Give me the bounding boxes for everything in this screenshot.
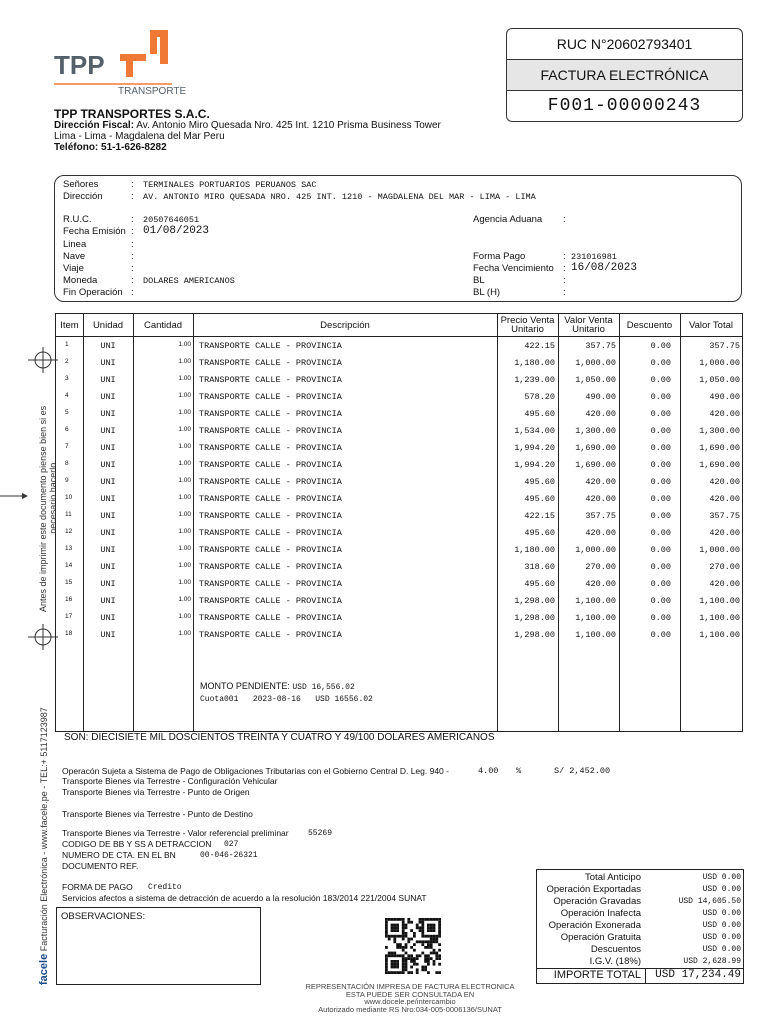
cell-precio: 1,180.00 [514,358,555,368]
cell-item: 9 [65,477,69,484]
cell-valor-unitario: 420.00 [585,494,616,504]
cell-cantidad: 1.00 [178,477,191,484]
total-value: USD 2,628.99 [683,957,741,966]
moneda-label: Moneda [63,275,98,286]
items-table [55,313,743,732]
cell-descripcion: TRANSPORTE CALLE - PROVINCIA [199,358,342,368]
fold-mark-icon [0,490,30,502]
table-row [56,423,742,440]
cell-descripcion: TRANSPORTE CALLE - PROVINCIA [199,630,342,640]
qr-code [383,918,443,974]
codigo-value: 027 [224,840,239,849]
cta-value: 00-046-26321 [200,851,258,860]
total-value: USD 0.00 [702,921,741,930]
cell-cantidad: 1.00 [178,596,191,603]
table-row [56,474,742,491]
cell-item: 6 [65,426,69,433]
table-row [56,491,742,508]
cell-precio: 1,180.00 [514,545,555,555]
table-row [56,542,742,559]
linea-label: Linea [63,239,87,250]
monto-pendiente [200,681,355,692]
colon: : [563,263,566,274]
cell-item: 17 [65,613,73,620]
cell-descripcion: TRANSPORTE CALLE - PROVINCIA [199,341,342,351]
table-row [56,610,742,627]
cell-descripcion: TRANSPORTE CALLE - PROVINCIA [199,528,342,538]
cell-valor-total: 1,100.00 [699,596,740,606]
qr-code-image [383,918,443,974]
header-item: Item [60,319,79,331]
cell-valor-unitario: 1,300.00 [575,426,616,436]
cell-precio: 1,994.20 [514,443,555,453]
total-row [537,896,743,908]
cta-label: NUMERO DE CTA. EN EL BN [62,850,176,860]
total-row [537,944,743,956]
cell-descripcion: TRANSPORTE CALLE - PROVINCIA [199,375,342,385]
cell-unidad: UNI [100,511,116,521]
observaciones-box [56,907,261,985]
cell-precio: 1,298.00 [514,596,555,606]
cell-precio: 495.60 [524,477,555,487]
cell-valor-unitario: 490.00 [585,392,616,402]
vencimiento-label: Fecha Vencimiento [473,263,554,274]
cell-unidad: UNI [100,579,116,589]
client-box [54,175,742,302]
cell-precio: 1,298.00 [514,613,555,623]
detraccion-soles: S/ 2,452.00 [554,766,611,776]
cell-unidad: UNI [100,460,116,470]
forma-pago-value: 231016981 [571,252,617,262]
nave-label: Nave [63,251,86,262]
cell-descripcion: TRANSPORTE CALLE - PROVINCIA [199,426,342,436]
cell-valor-total: 1,690.00 [699,460,740,470]
senores-label: Señores [63,179,99,190]
crosshair-icon [28,345,58,375]
table-row [56,508,742,525]
cell-valor-total: 420.00 [709,579,740,589]
cell-valor-total: 1,050.00 [699,375,740,385]
cuota-line [200,695,373,704]
viaje-label: Viaje [63,263,84,274]
cell-cantidad: 1.00 [178,375,191,382]
cell-item: 7 [65,443,69,450]
total-value: USD 14,605.50 [678,897,741,906]
cuota-name: Cuota001 [200,695,239,704]
cell-valor-total: 490.00 [709,392,740,402]
cell-valor-total: 270.00 [709,562,740,572]
cell-unidad: UNI [100,494,116,504]
total-label: Operación Exonerada [548,920,641,931]
city-line: Lima - Lima - Magdalena del Mar Peru [54,131,225,142]
totals-box [536,869,744,984]
table-row [56,525,742,542]
senores-value: TERMINALES PORTUARIOS PERUANOS SAC [143,180,317,190]
cell-unidad: UNI [100,426,116,436]
cell-unidad: UNI [100,477,116,487]
total-label: Total Anticipo [585,872,641,883]
total-value: USD 0.00 [702,945,741,954]
cuota-amount: USD 16556.02 [315,695,373,704]
cell-cantidad: 1.00 [178,460,191,467]
cell-valor-unitario: 420.00 [585,477,616,487]
cell-valor-total: 1,100.00 [699,613,740,623]
cell-descuento: 0.00 [650,562,671,572]
colon: : [131,275,134,286]
cell-descripcion: TRANSPORTE CALLE - PROVINCIA [199,596,342,606]
cell-descripcion: TRANSPORTE CALLE - PROVINCIA [199,545,342,555]
cell-item: 3 [65,375,69,382]
fecha-value: 01/08/2023 [143,225,210,237]
cell-valor-total: 357.75 [709,341,740,351]
cell-precio: 1,534.00 [514,426,555,436]
footer-line3: www.docele.pe/intercambio [364,997,456,1006]
direccion-label: Dirección [63,191,103,202]
cell-valor-total: 1,300.00 [699,426,740,436]
fecha-label: Fecha Emisión [63,226,126,237]
cell-cantidad: 1.00 [178,579,191,586]
facele-brand: facele [38,953,50,985]
servicios-text: Servicios afectos a sistema de detracción de acuerdo a la resolución 183/2014 221/2004 SUNAT [62,893,427,903]
cell-descripcion: TRANSPORTE CALLE - PROVINCIA [199,511,342,521]
cuota-date: 2023-08-16 [252,695,301,704]
crosshair-icon [28,622,58,652]
cell-descuento: 0.00 [650,579,671,589]
fin-label: Fin Operación [63,287,123,298]
ruc-value: 20507646051 [143,215,200,225]
colon: : [131,191,134,202]
codigo-label: CODIGO DE BB Y SS A DETRACCION [62,839,212,849]
importe-total-value: USD 17,234.49 [655,969,741,981]
cell-cantidad: 1.00 [178,613,191,620]
cell-item: 12 [65,528,73,535]
total-label: Operación Inafecta [560,908,641,919]
cell-valor-total: 357.75 [709,511,740,521]
facele-side-info: Facturación Electrónica - www.facele.pe - TEL:+ 5117123987 [39,707,49,952]
cell-cantidad: 1.00 [178,562,191,569]
ruc-box [506,28,743,122]
cell-descuento: 0.00 [650,630,671,640]
observaciones-label: OBSERVACIONES: [61,911,146,922]
cell-descuento: 0.00 [650,596,671,606]
agencia-label: Agencia Aduana [473,214,543,225]
total-label: Descuentos [590,944,641,955]
phone: 51-1-626-8282 [101,142,167,153]
monto-label: MONTO PENDIENTE: [200,681,290,691]
logo-text: TPP [54,50,105,80]
cell-unidad: UNI [100,392,116,402]
cell-valor-total: 1,000.00 [699,545,740,555]
ruc-number: RUC N°20602793401 [507,29,742,60]
table-row [56,440,742,457]
table-row [56,593,742,610]
total-row [537,884,743,896]
cell-item: 11 [65,511,72,518]
cell-cantidad: 1.00 [178,528,191,535]
cell-descuento: 0.00 [650,613,671,623]
cell-valor-unitario: 1,690.00 [575,460,616,470]
cell-descripcion: TRANSPORTE CALLE - PROVINCIA [199,409,342,419]
print-notice-line1: Antes de imprimir este documento piense bien si es [38,405,48,612]
total-row [537,932,743,944]
cell-descripcion: TRANSPORTE CALLE - PROVINCIA [199,613,342,623]
doc-type: FACTURA ELECTRÓNICA [507,60,742,91]
moneda-value: DOLARES AMERICANOS [143,276,235,286]
cell-descripcion: TRANSPORTE CALLE - PROVINCIA [199,392,342,402]
cell-item: 1 [65,341,69,348]
cell-precio: 318.60 [524,562,555,572]
facele-side-text [38,707,50,985]
cell-valor-total: 420.00 [709,477,740,487]
header-valor-total: Valor Total [688,319,733,331]
detraccion-line4: Transporte Bienes via Terrestre - Punto de Destino [62,809,253,819]
cell-descripcion: TRANSPORTE CALLE - PROVINCIA [199,579,342,589]
colon: : [131,226,134,237]
table-row [56,406,742,423]
cell-cantidad: 1.00 [178,426,191,433]
cell-descuento: 0.00 [650,392,671,402]
table-row [56,355,742,372]
logo-subtitle: TRANSPORTE [118,86,187,97]
print-notice [38,382,58,612]
cell-unidad: UNI [100,630,116,640]
total-label: Operación Gravadas [553,896,641,907]
cell-item: 16 [65,596,73,603]
company-name: TPP TRANSPORTES S.A.C. [54,107,210,121]
cell-valor-unitario: 1,100.00 [575,630,616,640]
cell-descuento: 0.00 [650,426,671,436]
table-row [56,559,742,576]
forma-pago-bottom-value: Credito [148,883,182,892]
ruc-label: R.U.C. [63,214,92,225]
cell-precio: 1,994.20 [514,460,555,470]
footer [270,983,550,1013]
cell-cantidad: 1.00 [178,392,191,399]
cell-valor-total: 420.00 [709,528,740,538]
colon: : [131,251,134,262]
cell-valor-unitario: 1,000.00 [575,545,616,555]
cell-valor-unitario: 1,690.00 [575,443,616,453]
total-value: USD 0.00 [702,933,741,942]
total-value: USD 0.00 [702,885,741,894]
cell-precio: 422.15 [524,341,555,351]
detraccion-line5-value: 55269 [308,829,333,838]
cell-item: 5 [65,409,69,416]
cell-item: 10 [65,494,73,501]
total-value: USD 0.00 [702,909,741,918]
cell-item: 2 [65,358,69,365]
cell-precio: 1,298.00 [514,630,555,640]
fiscal-address: Av. Antonio Miro Quesada Nro. 425 Int. 1210 Prisma Business Tower [136,120,441,131]
cell-descuento: 0.00 [650,443,671,453]
colon: : [131,214,134,225]
cell-unidad: UNI [100,341,116,351]
cell-descripcion: TRANSPORTE CALLE - PROVINCIA [199,494,342,504]
footer-line2: ESTA PUEDE SER CONSULTADA EN [345,989,475,999]
cell-precio: 1,239.00 [514,375,555,385]
cell-item: 14 [65,562,73,569]
cell-descripcion: TRANSPORTE CALLE - PROVINCIA [199,443,342,453]
fiscal-label: Dirección Fiscal: [54,120,135,131]
print-notice-line2: necesario hacerlo. [48,460,58,534]
colon: : [563,287,566,298]
colon: : [131,239,134,250]
cell-item: 4 [65,392,69,399]
detraccion-line2: Transporte Bienes via Terrestre - Configuración Vehicular [62,776,278,786]
cell-item: 8 [65,460,69,467]
cell-valor-total: 1,000.00 [699,358,740,368]
cell-descuento: 0.00 [650,494,671,504]
header-precio: Precio Venta Unitario [500,315,555,335]
cell-precio: 422.15 [524,511,555,521]
vencimiento-value: 16/08/2023 [571,262,638,274]
table-row [56,627,742,644]
cell-valor-unitario: 420.00 [585,528,616,538]
cell-valor-total: 420.00 [709,409,740,419]
cell-descuento: 0.00 [650,409,671,419]
cell-valor-unitario: 357.75 [585,511,616,521]
cell-cantidad: 1.00 [178,494,191,501]
header-valor-unitario: Valor Venta Unitario [564,315,613,335]
cell-item: 15 [65,579,73,586]
cell-cantidad: 1.00 [178,358,191,365]
cell-descripcion: TRANSPORTE CALLE - PROVINCIA [199,562,342,572]
table-row [56,338,742,355]
cell-cantidad: 1.00 [178,545,191,552]
colon: : [131,179,134,190]
cell-cantidad: 1.00 [178,630,191,637]
cell-cantidad: 1.00 [178,511,191,518]
cell-unidad: UNI [100,375,116,385]
total-label: Operación Gratuita [560,932,641,943]
cell-unidad: UNI [100,358,116,368]
cell-descuento: 0.00 [650,375,671,385]
colon: : [563,214,566,225]
cell-valor-total: 1,690.00 [699,443,740,453]
direccion-value: AV. ANTONIO MIRO QUESADA NRO. 425 INT. 1210 - MAGDALENA DEL MAR - LIMA - LIMA [143,192,536,202]
cell-valor-unitario: 420.00 [585,409,616,419]
detraccion-pct-sign: % [516,766,522,776]
importe-total-label: IMPORTE TOTAL [553,969,641,981]
cell-unidad: UNI [100,409,116,419]
table-row [56,372,742,389]
cell-valor-unitario: 1,100.00 [575,596,616,606]
detraccion-pct: 4.00 [478,766,499,776]
total-value: USD 0.00 [702,873,741,882]
cell-unidad: UNI [100,596,116,606]
colon: : [563,275,566,286]
cell-valor-total: 420.00 [709,494,740,504]
cell-descripcion: TRANSPORTE CALLE - PROVINCIA [199,477,342,487]
total-label: I.G.V. (18%) [589,956,641,967]
cell-valor-unitario: 1,100.00 [575,613,616,623]
cell-item: 13 [65,545,73,552]
header-descuento: Descuento [626,319,673,331]
forma-pago-label: Forma Pago [473,251,526,262]
cell-unidad: UNI [100,562,116,572]
total-label: Operación Exportadas [546,884,641,895]
header-descripcion: Descripción [320,319,370,331]
cell-valor-unitario: 270.00 [585,562,616,572]
colon: : [131,287,134,298]
footer-line4: Autorizado mediante RS Nro:034-005-0006136/SUNAT [318,1004,502,1014]
table-row [56,576,742,593]
header-unidad: Unidad [92,319,124,331]
detraccion-line5: Transporte Bienes via Terrestre - Valor referencial preliminar [62,828,289,838]
table-row [56,457,742,474]
blh-label: BL (H) [473,287,501,298]
cell-precio: 578.20 [524,392,555,402]
footer-line1: REPRESENTACIÓN IMPRESA DE FACTURA ELECTRONICA [305,982,515,991]
cell-descuento: 0.00 [650,341,671,351]
monto-value: USD 16,556.02 [292,683,355,692]
cell-cantidad: 1.00 [178,443,191,450]
cell-precio: 495.60 [524,494,555,504]
cell-unidad: UNI [100,443,116,453]
total-row [537,908,743,920]
cell-valor-unitario: 1,000.00 [575,358,616,368]
cell-valor-unitario: 420.00 [585,579,616,589]
phone-label: Teléfono: [54,142,99,153]
cell-unidad: UNI [100,545,116,555]
cell-descuento: 0.00 [650,460,671,470]
detraccion-line1: Operacón Sujeta a Sistema de Pago de Obligaciones Tributarias con el Gobierno Central D. Leg. 940 - [62,766,449,776]
cell-valor-unitario: 1,050.00 [575,375,616,385]
forma-pago-bottom-label: FORMA DE PAGO [62,882,133,892]
cell-valor-total: 1,100.00 [699,630,740,640]
total-row [537,872,743,884]
amount-in-words: SON: DIECISIETE MIL DOSCIENTOS TREINTA Y CUATRO Y 49/100 DOLARES AMERICANOS [64,732,495,743]
bl-label: BL [473,275,485,286]
cell-descuento: 0.00 [650,358,671,368]
cell-unidad: UNI [100,613,116,623]
cell-item: 18 [65,630,73,637]
cell-descuento: 0.00 [650,545,671,555]
cell-cantidad: 1.00 [178,341,191,348]
invoice-number: F001-00000243 [547,96,702,116]
cell-descuento: 0.00 [650,511,671,521]
cell-cantidad: 1.00 [178,409,191,416]
cell-precio: 495.60 [524,528,555,538]
company-address [54,120,441,153]
cell-precio: 495.60 [524,409,555,419]
cell-descuento: 0.00 [650,528,671,538]
detraccion-line3: Transporte Bienes via Terrestre - Punto de Origen [62,787,250,797]
cell-unidad: UNI [100,528,116,538]
cell-precio: 495.60 [524,579,555,589]
cell-valor-unitario: 357.75 [585,341,616,351]
colon: : [131,263,134,274]
colon: : [563,251,566,262]
cell-descuento: 0.00 [650,477,671,487]
table-row [56,389,742,406]
total-row [537,956,743,968]
docref-label: DOCUMENTO REF. [62,861,139,871]
total-row [537,920,743,932]
cell-descripcion: TRANSPORTE CALLE - PROVINCIA [199,460,342,470]
header-cantidad: Cantidad [143,319,183,331]
